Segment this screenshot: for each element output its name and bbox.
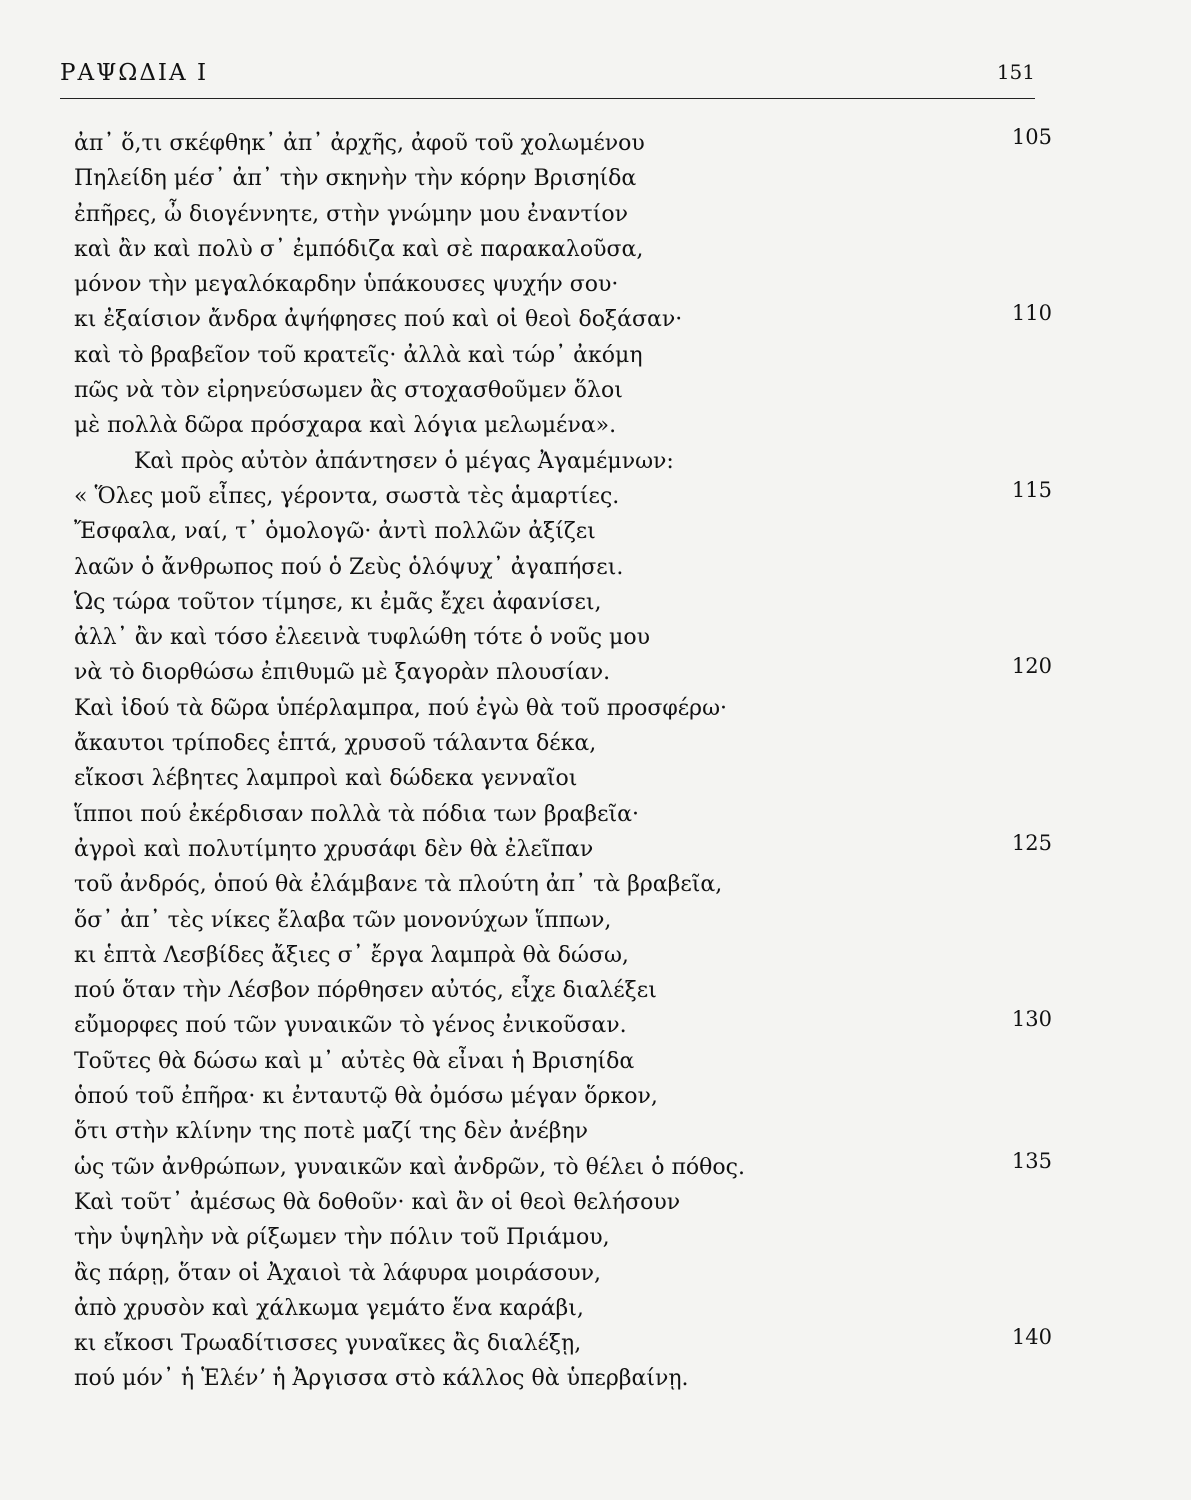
verse-text: ἀλλ᾽ ἂν καὶ τόσο ἐλεεινὰ τυφλώθη τότε ὁ νοῦς μου [74, 625, 650, 651]
verse-line [62, 1291, 1052, 1326]
verse-line [62, 1114, 1052, 1149]
verse-line [62, 408, 1052, 443]
running-head: ΡΑΨΩΔΙΑ Ι [60, 60, 209, 86]
line-number: 140 [1011, 1325, 1052, 1350]
line-number: 135 [1011, 1148, 1052, 1173]
verse-line [62, 514, 1052, 549]
verse-text: τοῦ ἀνδρός, ὁπού θὰ ἐλάμβανε τὰ πλούτη ἀπ᾽ τὰ βραβεῖα, [74, 872, 723, 898]
verse-line [62, 655, 1052, 690]
line-number: 130 [1011, 1007, 1052, 1032]
line-number: 110 [1011, 301, 1052, 326]
verse-text: καὶ ἂν καὶ πολὺ σ᾽ ἐμπόδιζα καὶ σὲ παρακαλοῦσα, [74, 236, 644, 262]
verse-line [62, 938, 1052, 973]
verse-text: Ἔσφαλα, ναί, τ᾽ ὁμολογῶ· ἀντὶ πολλῶν ἀξίζει [74, 519, 596, 545]
verse-text: μὲ πολλὰ δῶρα πρόσχαρα καὶ λόγια μελωμένα». [74, 413, 617, 439]
verse-text: εὔμορφες πού τῶν γυναικῶν τὸ γένος ἐνικοῦσαν. [74, 1013, 627, 1039]
line-number: 115 [1011, 477, 1052, 502]
verse-text: νὰ τὸ διορθώσω ἐπιθυμῶ μὲ ξαγορὰν πλουσίαν. [74, 660, 611, 686]
verse-text: καὶ τὸ βραβεῖον τοῦ κρατεῖς· ἀλλὰ καὶ τώρ᾽ ἀκόμη [74, 342, 643, 368]
verse-text: ὡς τῶν ἀνθρώπων, γυναικῶν καὶ ἀνδρῶν, τὸ θέλει ὁ πόθος. [74, 1154, 745, 1180]
verse-line [62, 550, 1052, 585]
verse-line [62, 232, 1052, 267]
line-number: 105 [1011, 125, 1052, 149]
line-number: 125 [1011, 830, 1052, 855]
verse-text: ἀπὸ χρυσὸν καὶ χάλκωμα γεμάτο ἕνα καράβι, [74, 1295, 584, 1321]
verse-line [62, 1150, 1052, 1185]
verse-line [62, 161, 1052, 196]
verse-line [62, 797, 1052, 832]
verse-text: πού μόν᾽ ἡ Ἑλένʼ ἡ Ἀργισσα στὸ κάλλος θὰ ὑπερβαίνῃ. [74, 1366, 689, 1392]
verse-text: « Ὅλες μοῦ εἶπες, γέροντα, σωστὰ τὲς ἁμαρτίες. [74, 483, 620, 509]
verse-text: Πηλείδη μέσ᾽ ἀπ᾽ τὴν σκηνὴν τὴν κόρην Βρισηίδα [74, 166, 637, 192]
verse-text: ἵπποι πού ἐκέρδισαν πολλὰ τὰ πόδια των βραβεῖα· [74, 801, 639, 827]
verse-line [62, 691, 1052, 726]
verse-line [62, 585, 1052, 620]
verse-text: κι ἑπτὰ Λεσβίδες ἄξιες σ᾽ ἔργα λαμπρὰ θὰ δώσω, [74, 942, 629, 968]
verse-text: κι ἐξαίσιον ἄνδρα ἀψήφησες πού καὶ οἱ θεοὶ δοξάσαν· [74, 307, 683, 333]
verse-line [62, 267, 1052, 302]
verse-line [62, 726, 1052, 761]
verse-text: ὅσ᾽ ἀπ᾽ τὲς νίκες ἔλαβα τῶν μονονύχων ἵππων, [74, 907, 612, 933]
verse-line [62, 761, 1052, 796]
verse-text: Ὡς τώρα τοῦτον τίμησε, κι ἐμᾶς ἔχει ἀφανίσει, [74, 589, 602, 615]
verse-line [62, 832, 1052, 867]
verse-line [62, 620, 1052, 655]
verse-block [62, 126, 1052, 1397]
verse-line [62, 1008, 1052, 1043]
verse-text: Καὶ τοῦτ᾽ ἀμέσως θὰ δοθοῦν· καὶ ἂν οἱ θεοὶ θελήσουν [74, 1189, 681, 1215]
verse-text: λαῶν ὁ ἄνθρωπος πού ὁ Ζεὺς ὁλόψυχ᾽ ἀγαπήσει. [74, 554, 624, 580]
verse-line [62, 903, 1052, 938]
verse-text: πῶς νὰ τὸν εἰρηνεύσωμεν ἂς στοχασθοῦμεν ὅλοι [74, 378, 623, 404]
verse-line [62, 1185, 1052, 1220]
page-number: 151 [996, 60, 1035, 84]
verse-text: εἴκοσι λέβητες λαμπροὶ καὶ δώδεκα γενναῖοι [74, 766, 578, 792]
verse-text: πού ὅταν τὴν Λέσβον πόρθησεν αὐτός, εἶχε διαλέξει [74, 978, 657, 1004]
verse-text: Τοῦτες θὰ δώσω καὶ μ᾽ αὐτὲς θὰ εἶναι ἡ Βρισηίδα [74, 1048, 635, 1074]
verse-line [62, 1044, 1052, 1079]
verse-line [62, 1256, 1052, 1291]
verse-line [62, 1220, 1052, 1255]
verse-line [62, 373, 1052, 408]
verse-text: ἀγροὶ καὶ πολυτίμητο χρυσάφι δὲν θὰ ἐλεῖπαν [74, 836, 594, 862]
verse-text: ὁπού τοῦ ἐπῆρα· κι ἐνταυτῷ θὰ ὀμόσω μέγαν ὅρκον, [74, 1084, 658, 1110]
verse-text: ὅτι στὴν κλίνην της ποτὲ μαζί της δὲν ἀνέβην [74, 1119, 589, 1145]
verse-text: τὴν ὑψηλὴν νὰ ρίξωμεν τὴν πόλιν τοῦ Πριάμου, [74, 1225, 610, 1251]
verse-line [62, 1361, 1052, 1396]
verse-line [62, 1079, 1052, 1114]
verse-line [62, 444, 1052, 479]
verse-line [62, 338, 1052, 373]
verse-text: ἐπῆρες, ὦ διογέννητε, στὴν γνώμην μου ἐναντίον [74, 201, 628, 227]
verse-line [62, 1326, 1052, 1361]
verse-line [62, 973, 1052, 1008]
verse-text: μόνον τὴν μεγαλόκαρδην ὑπάκουσες ψυχήν σου· [74, 272, 619, 298]
verse-text: ἄκαυτοι τρίποδες ἑπτά, χρυσοῦ τάλαντα δέκα, [74, 731, 597, 757]
verse-line [62, 302, 1052, 337]
verse-line [62, 197, 1052, 232]
verse-text: ἂς πάρῃ, ὅταν οἱ Ἀχαιοὶ τὰ λάφυρα μοιράσουν, [74, 1260, 602, 1286]
verse-text: Καὶ πρὸς αὐτὸν ἀπάντησεν ὁ μέγας Ἀγαμέμνων: [134, 448, 674, 474]
verse-line [62, 867, 1052, 902]
line-number: 120 [1011, 654, 1052, 679]
verse-text: ἀπ᾽ ὅ,τι σκέφθηκ᾽ ἀπ᾽ ἀρχῆς, ἀφοῦ τοῦ χολωμένου [74, 131, 645, 156]
verse-text: κι εἴκοσι Τρωαδίτισσες γυναῖκες ἂς διαλέξῃ, [74, 1331, 582, 1357]
verse-line [62, 126, 1052, 161]
verse-line [62, 479, 1052, 514]
verse-text: Καὶ ἰδού τὰ δῶρα ὑπέρλαμπρα, πού ἐγὼ θὰ τοῦ προσφέρω· [74, 695, 728, 721]
page-header [60, 52, 1035, 99]
